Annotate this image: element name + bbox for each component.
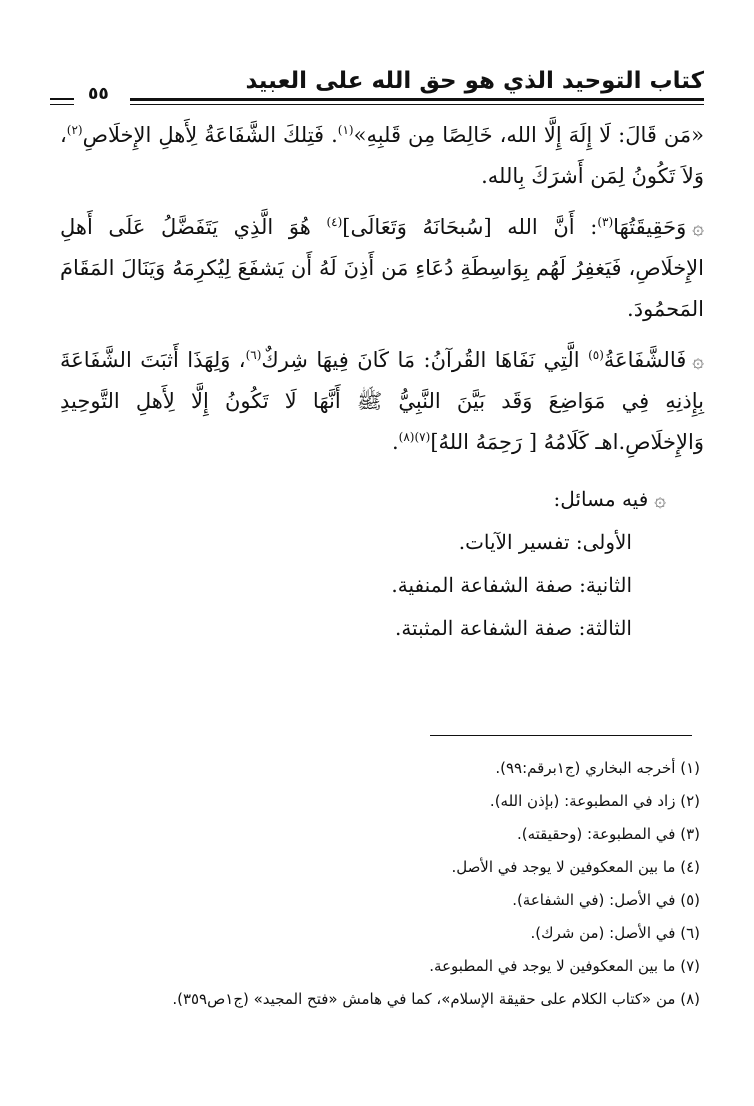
footnote-ref-3[interactable]: (٣) [597, 215, 614, 229]
footnote-separator [430, 735, 692, 736]
flower-ornament-icon: ۞ [692, 215, 704, 239]
paragraph-1: «مَن قَالَ: لَا إِلَهَ إِلَّا الله، خَالِصًا مِن قَلبِهِ»$^{(١)}$. فَتِلكَ الشَّفَاعَةُ لِأَهلِ الإِخلَاصِ$^{(٢)}$، وَلاَ تَكُونُ لِمَن أَشرَكَ بِالله. [60, 123, 704, 188]
questions-heading: ۞فيه مسائل: [553, 487, 666, 511]
question-item: الأولى: تفسير الآيات. [458, 530, 632, 554]
paragraph-2: ۞وَحَقِيقَتُهَا$^{(٣)}$: أَنَّ الله [سُبحَانَهُ وَتَعَالَى]$^{(٤)}$ هُوَ الَّذِي يَتَفَضَّلُ عَلَى أَهلِ الإِخلَاصِ، فَيَغفِرُ لَهُم بِوَاسِطَةِ دُعَاءِ مَن أَذِنَ لَهُ أَن يَشفَعَ لِيُكرِمَهُ وَيَنَالَ المَقَامَ المَحمُودَ. [60, 215, 704, 321]
flower-ornament-icon: ۞ [654, 487, 666, 511]
footnote-ref-4[interactable]: (٤) [326, 215, 343, 229]
footnote-ref-5[interactable]: (٥) [588, 348, 604, 362]
footnote-ref-7-8[interactable]: (٧)(٨) [398, 430, 431, 444]
questions-section [60, 478, 666, 650]
main-text [60, 115, 704, 473]
question-item: الثانية: صفة الشفاعة المنفية. [391, 573, 632, 597]
footnote-ref-1[interactable]: (١) [337, 123, 354, 137]
footnote-item: (١) أخرجه البخاري (ج١برقم:٩٩). [495, 759, 700, 777]
footnote-item: (٦) في الأصل: (من شرك). [530, 924, 700, 942]
footnotes [60, 752, 700, 1016]
footnote-ref-6[interactable]: (٦) [245, 348, 262, 362]
header-rule-thin [130, 104, 704, 105]
page-number-rule-thin [50, 104, 74, 105]
page-header [50, 62, 704, 112]
footnote-item: (٨) من «كتاب الكلام على حقيقة الإسلام»، كما في هامش «فتح المجيد» (ج١ص٣٥٩). [172, 990, 700, 1008]
footnote-item: (٧) ما بين المعكوفين لا يوجد في المطبوعة. [429, 957, 700, 975]
flower-ornament-icon: ۞ [692, 348, 704, 372]
paragraph-3: ۞فَالشَّفَاعَةُ$^{(٥)}$ الَّتِي نَفَاهَا القُرآنُ: مَا كَانَ فِيهَا شِركٌ$^{(٦)}$، وَلِهَذَا أَثبَتَ الشَّفَاعَةَ بِإِذنِهِ فِي مَوَاضِعَ وَقَد بَيَّنَ النَّبِيُّ ﷺ أَنَّهَا لَا تَكُونُ إِلَّا لِأَهلِ التَّوحِيدِ وَالإِخلَاصِ.اهـ كَلَامُهُ [ رَحِمَهُ اللهُ]$^{(٧)(٨)}$. [60, 348, 704, 454]
page-number: ٥٥ [88, 84, 109, 104]
question-item: الثالثة: صفة الشفاعة المثبتة. [394, 616, 632, 640]
footnote-item: (٢) زاد في المطبوعة: (بإذن الله). [489, 792, 700, 810]
footnote-item: (٥) في الأصل: (في الشفاعة). [512, 891, 700, 909]
footnote-ref-2[interactable]: (٢) [66, 123, 83, 137]
footnote-item: (٤) ما بين المعكوفين لا يوجد في الأصل. [451, 858, 700, 876]
running-title: كتاب التوحيد الذي هو حق الله على العبيد [245, 68, 704, 94]
footnote-item: (٣) في المطبوعة: (وحقيقته). [516, 825, 700, 843]
page-number-rule [50, 98, 74, 100]
header-rule [130, 98, 704, 101]
